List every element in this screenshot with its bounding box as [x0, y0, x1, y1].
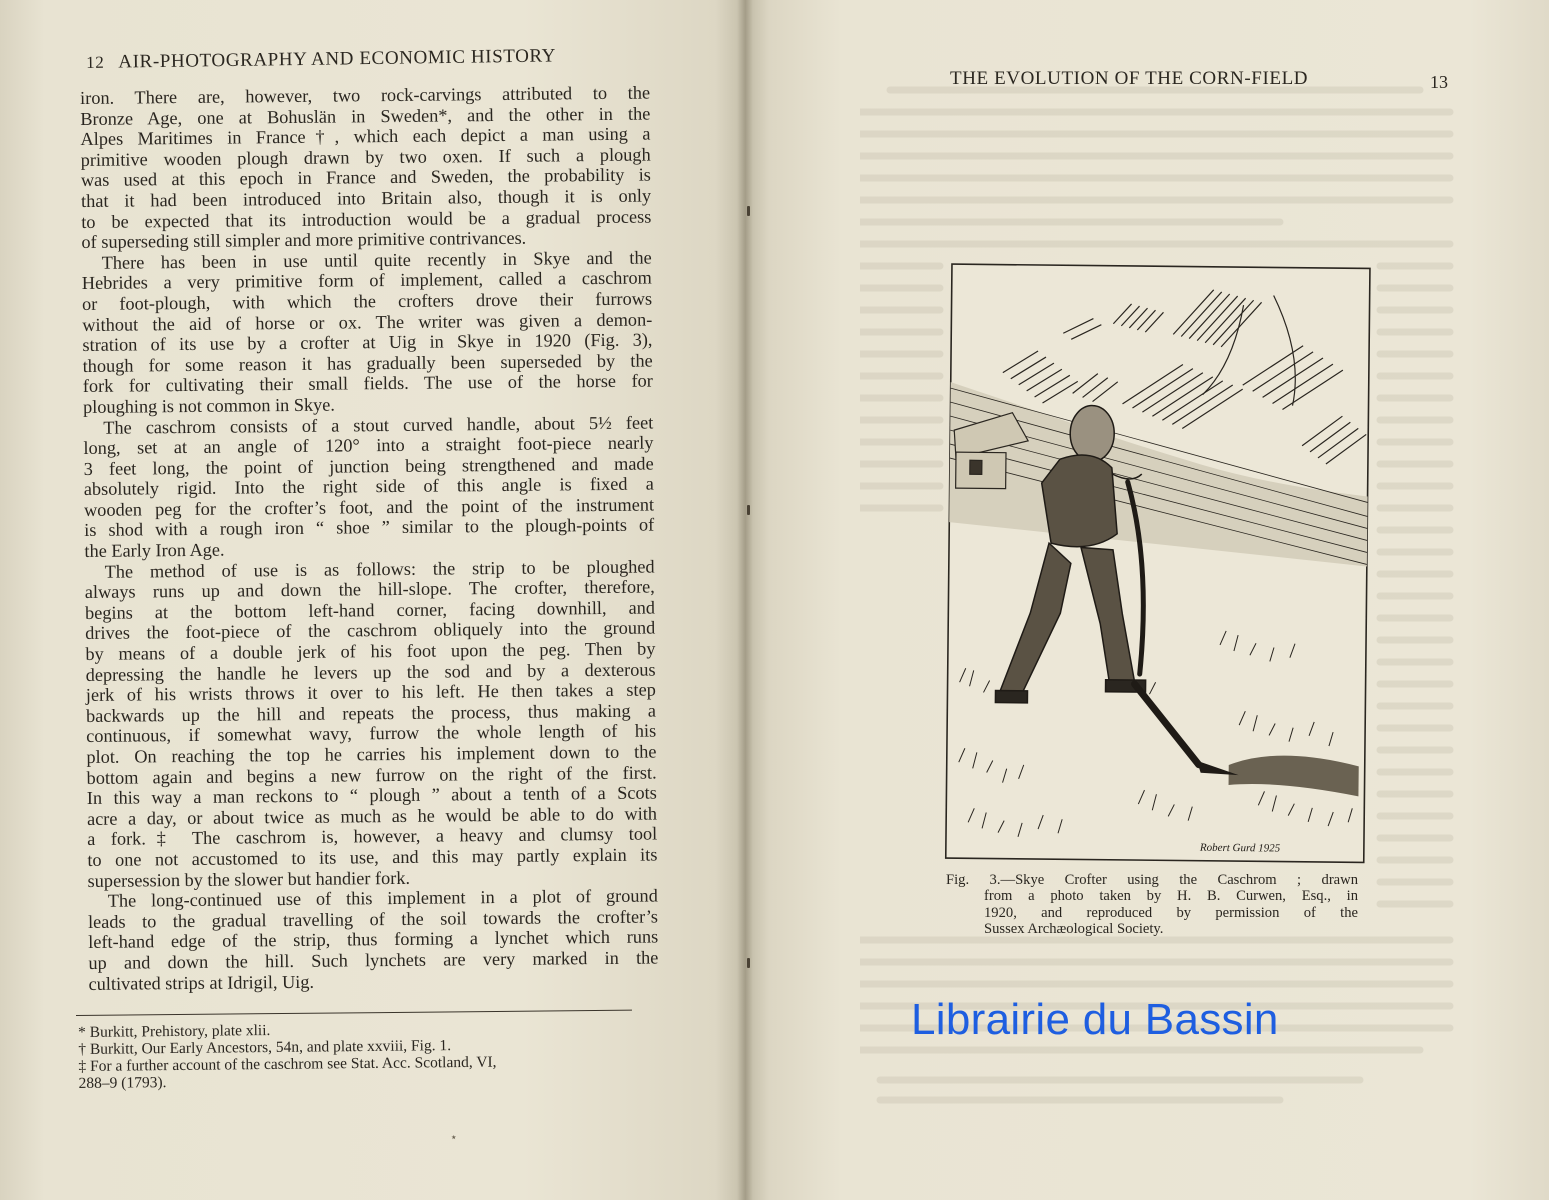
binding-thread-mark	[747, 206, 750, 216]
body-line: wooden peg for the crofter’s foot, and the point of the instrument	[83, 494, 655, 520]
left-running-head-title: AIR-PHOTOGRAPHY AND ECONOMIC HISTORY	[118, 45, 557, 73]
footnote: ‡ For a further account of the caschrom see Stat. Acc. Scotland, VI,	[78, 1053, 497, 1075]
crofter-drawing	[938, 262, 1372, 864]
body-line: absolutely rigid. Into the right side of this angle is fixed a	[83, 473, 654, 500]
footnote: 288–9 (1793).	[78, 1074, 167, 1092]
left-folio: 12	[86, 52, 105, 72]
right-running-head: THE EVOLUTION OF THE CORN-FIELD	[950, 68, 1309, 89]
body-line: to one not accustomed to its use, and this may partly explain its	[87, 844, 658, 870]
body-line: Bronze Age, one at Bohuslän in Sweden*, and the other in the	[80, 103, 651, 129]
body-line: up and down the hill. Such lynchets are very marked in the	[88, 947, 659, 973]
left-body-text	[80, 83, 659, 995]
body-line: leads to the gradual travelling of the soil towards the crofter’s	[87, 906, 659, 932]
footnotes	[78, 1018, 639, 1092]
body-line: There has been in use until quite recently in Skye and the	[101, 247, 652, 273]
book-gutter	[737, 0, 753, 1200]
body-line: iron. There are, however, two rock-carvings attributed to the	[80, 82, 651, 108]
right-folio: 13	[1430, 72, 1448, 92]
body-line: begins at the bottom left-hand corner, facing downhill, and	[84, 597, 656, 623]
body-line: though for some reason it has gradually been superseded by the	[82, 350, 653, 376]
body-line: drives the foot-piece of the caschrom obliquely into the ground	[85, 617, 656, 644]
body-line: left-hand edge of the strip, thus forming a lynchet which runs	[88, 926, 659, 953]
caption-line: 1920, and reproduced by permission of the	[984, 904, 1358, 921]
body-line: was used at this epoch in France and Sweden, the probability is	[80, 164, 651, 191]
seller-watermark: Librairie du Bassin	[911, 995, 1279, 1044]
body-line: Hebrides a very primitive form of implement, called a caschrom	[81, 267, 652, 294]
body-line: to be expected that its introduction would be a gradual process	[81, 206, 652, 232]
printer-mark: ⋆	[450, 1130, 458, 1144]
caption-line: from a photo taken by H. B. Curwen, Esq., in	[984, 888, 1358, 905]
body-line: The long-continued use of this implement in a plot of ground	[107, 885, 658, 911]
footnote: † Burkitt, Our Early Ancestors, 54n, and plate xxviii, Fig. 1.	[78, 1037, 452, 1058]
body-line: jerk of his wrists throws it over to his left. He then takes a step	[85, 679, 656, 706]
body-line: ploughing is not common in Skye.	[82, 394, 336, 417]
binding-thread-mark	[747, 505, 750, 515]
body-line: always runs up and down the hill-slope. The crofter, therefore,	[84, 576, 655, 603]
caption-line: Sussex Archæological Society.	[984, 921, 1164, 938]
left-page	[0, 0, 745, 1200]
body-line: fork for cultivating their small fields. The use of the horse for	[82, 370, 653, 397]
body-line: 3 feet long, the point of junction being strengthened and made	[83, 453, 654, 479]
body-line: the Early Iron Age.	[84, 539, 225, 562]
body-line: plot. On reaching the top he carries his implement down to the	[86, 741, 657, 767]
body-line: by means of a double jerk of his foot upon the peg. Then by	[85, 638, 656, 665]
body-line: primitive wooden plough drawn by two oxen. If such a plough	[80, 144, 651, 170]
binding-thread-mark	[747, 958, 750, 968]
body-line: backwards up the hill and repeats the process, thus making a	[85, 700, 657, 726]
body-line: is shod with a rough iron “ shoe ” similar to the plough-points of	[84, 514, 655, 541]
body-line: continuous, if somewhat wavy, furrow the whole length of his	[86, 720, 657, 747]
body-line: that it had been introduced into Britain also, though it is only	[80, 185, 652, 211]
body-line: of superseding still simpler and more primitive contrivances.	[81, 227, 527, 253]
body-line: supersession by the slower but handier fork.	[87, 867, 411, 891]
body-line: Alpes Maritimes in France†, which each depict a man using a	[80, 123, 651, 150]
body-line: long, set at an angle of 120° into a straight foot-piece nearly	[83, 432, 654, 459]
body-line: cultivated strips at Idrigil, Uig.	[88, 971, 315, 994]
figure-caption	[946, 872, 1358, 938]
left-running-head	[86, 45, 556, 74]
artist-signature: Robert Gurd 1925	[1199, 841, 1281, 855]
body-line: stration of its use by a crofter at Uig in Skye in 1920 (Fig. 3),	[82, 329, 653, 356]
footnote: * Burkitt, Prehistory, plate xlii.	[78, 1021, 271, 1041]
figure-illustration	[938, 262, 1372, 864]
body-line: a fork.‡ The caschrom is, however, a heavy and clumsy tool	[87, 823, 658, 850]
caption-line: Fig. 3.—Skye Crofter using the Caschrom ; drawn	[946, 872, 1358, 888]
body-line: In this way a man reckons to “ plough ” about a tenth of a Scots	[86, 782, 657, 809]
body-line: bottom again and begins a new furrow on the right of the first.	[86, 762, 657, 788]
body-line: acre a day, or about twice as much as he would be able to do with	[86, 803, 658, 829]
body-line: The caschrom consists of a stout curved handle, about 5½ feet	[103, 412, 654, 438]
body-line: without the aid of horse or ox. The writer was given a demon-	[82, 309, 653, 335]
body-line: The method of use is as follows: the strip to be ploughed	[104, 556, 655, 582]
footnote-divider	[76, 1010, 632, 1016]
body-line: depressing the handle he levers up the sod and by a dexterous	[85, 659, 656, 685]
body-line: or foot-plough, with which the crofters drove their furrows	[81, 288, 653, 314]
